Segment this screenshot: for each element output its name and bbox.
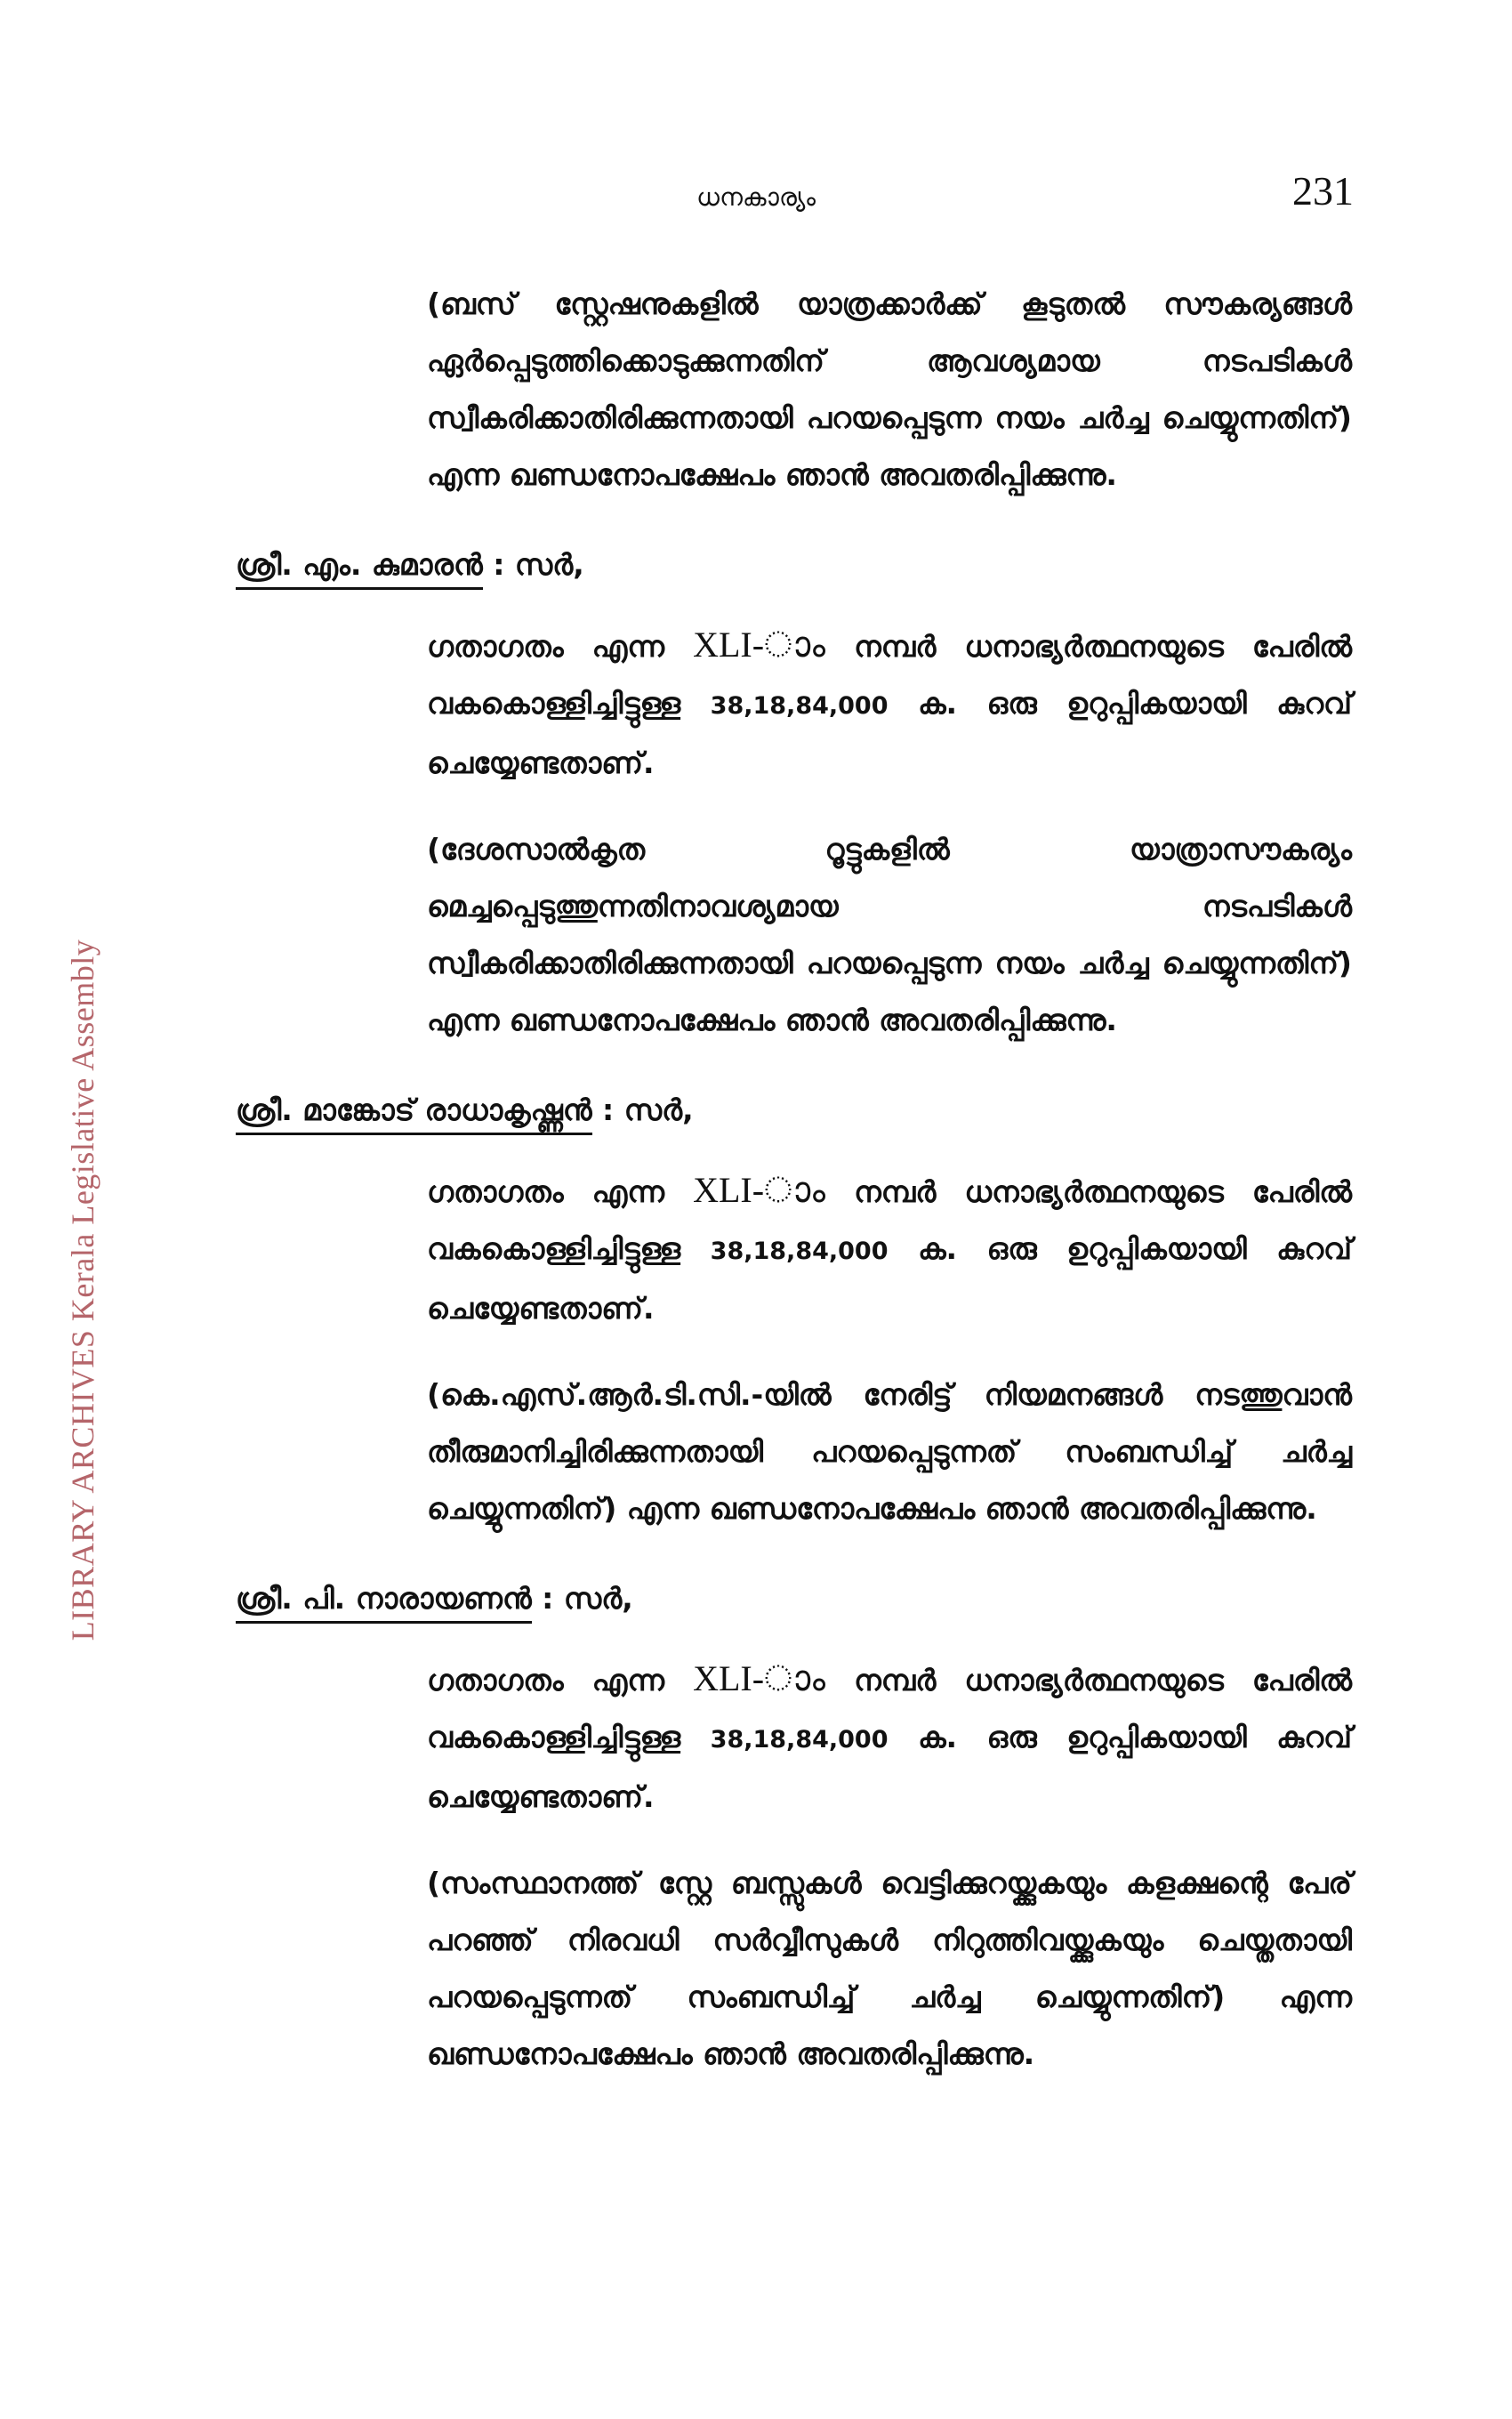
reason-paragraph: (സംസ്ഥാനത്ത് സ്റ്റേ ബസ്സുകൾ വെട്ടിക്കുറയ്ക്കുകയും കളക്ഷന്റെ പേര് പറഞ്ഞ് നിരവധി സർവ്വീസുകൾ നിറുത്തിവയ്ക്കുകയും ചെയ്തതായി പറയപ്പെടുന്നത് സംബന്ധിച്ച് ചർച്ച ചെയ്യുന്നതിന്) എന്ന ഖണ്ഡനോപക്ഷേപം ഞാൻ അവതരിപ്പിക്കുന്നു.	[427, 1866, 1352, 2071]
demand-number: XLI-ാം	[693, 1170, 826, 1210]
speaker-name: ശ്രീ. എം. കുമാരൻ	[236, 547, 483, 590]
speaker-salutation: : സർ,	[531, 1581, 633, 1616]
motion-text-start: ഗതാഗതം എന്ന	[427, 1663, 694, 1697]
reason-paragraph: (ദേശസാൽകൃത റൂട്ടുകളിൽ യാത്രാസൗകര്യം മെച്ചപ്പെടുത്തുന്നതിനാവശ്യമായ നടപടികൾ സ്വീകരിക്കാതിരിക്കുന്നതായി പറയപ്പെടുന്ന നയം ചർച്ച ചെയ്യുന്നതിന്) എന്ന ഖണ്ഡനോപക്ഷേപം ഞാൻ അവതരിപ്പിക്കുന്നു.	[427, 832, 1352, 1037]
cut-motion-paragraph	[427, 1162, 1352, 1337]
motion-amount: 38,18,84,000	[710, 692, 889, 720]
page-number: 231	[1292, 168, 1354, 214]
motion-amount: 38,18,84,000	[710, 1726, 889, 1754]
speaker-name: ശ്രീ. പി. നാരായണൻ	[236, 1581, 532, 1624]
motion-text-mid: നമ്പർ ധനാഭ്യർത്ഥനയുടെ പേരിൽ വകകൊള്ളിച്ചിട്ടുള്ള	[427, 1174, 1352, 1266]
motion-text-end: ക. ഒരു ഉറുപ്പികയായി കുറവ് ചെയ്യേണ്ടതാണ്.	[427, 1231, 1352, 1326]
demand-number: XLI-ാം	[693, 1658, 826, 1698]
speaker-salutation: : സർ,	[591, 1093, 694, 1127]
motion-text-end: ക. ഒരു ഉറുപ്പികയായി കുറവ് ചെയ്യേണ്ടതാണ്.	[427, 1720, 1352, 1814]
demand-number: XLI-ാം	[693, 625, 826, 665]
speaker-line	[236, 543, 1365, 587]
motion-text-mid: നമ്പർ ധനാഭ്യർത്ഥനയുടെ പേരിൽ വകകൊള്ളിച്ചിട്ടുള്ള	[427, 629, 1352, 721]
motion-text-start: ഗതാഗതം എന്ന	[427, 629, 694, 664]
motion-text-start: ഗതാഗതം എന്ന	[427, 1174, 694, 1209]
speaker-name: ശ്രീ. മാങ്കോട് രാധാകൃഷ്ണൻ	[236, 1093, 592, 1135]
motion-text-mid: നമ്പർ ധനാഭ്യർത്ഥനയുടെ പേരിൽ വകകൊള്ളിച്ചിട്ടുള്ള	[427, 1663, 1352, 1754]
cut-motion-paragraph	[427, 1650, 1352, 1826]
watermark-text: LIBRARY ARCHIVES Kerala Legislative Assembly	[65, 939, 101, 1641]
running-header: ധനകാര്യം	[696, 182, 816, 212]
speaker-line	[236, 1576, 1365, 1621]
page-content	[236, 276, 1365, 2112]
cut-motion-paragraph	[427, 617, 1352, 792]
motion-text-end: ക. ഒരു ഉറുപ്പികയായി കുറവ് ചെയ്യേണ്ടതാണ്.	[427, 686, 1352, 780]
opening-paragraph: (ബസ് സ്റ്റേഷനുകളിൽ യാത്രക്കാർക്ക് കൂടുതൽ സൗകര്യങ്ങൾ ഏർപ്പെടുത്തിക്കൊടുക്കുന്നതിന് ആവശ്യമായ നടപടികൾ സ്വീകരിക്കാതിരിക്കുന്നതായി പറയപ്പെടുന്ന നയം ചർച്ച ചെയ്യുന്നതിന്) എന്ന ഖണ്ഡനോപക്ഷേപം ഞാൻ അവതരിപ്പിക്കുന്നു.	[427, 286, 1352, 492]
speaker-line	[236, 1088, 1365, 1133]
reason-paragraph: (കെ.എസ്.ആർ.ടി.സി.-യിൽ നേരിട്ട് നിയമനങ്ങൾ നടത്തുവാൻ തീരുമാനിച്ചിരിക്കുന്നതായി പറയപ്പെടുന്നത് സംബന്ധിച്ച് ചർച്ച ചെയ്യുന്നതിന്) എന്ന ഖണ്ഡനോപക്ഷേപം ഞാൻ അവതരിപ്പിക്കുന്നു.	[427, 1377, 1352, 1526]
motion-amount: 38,18,84,000	[710, 1238, 889, 1265]
speaker-salutation: : സർ,	[482, 547, 584, 582]
